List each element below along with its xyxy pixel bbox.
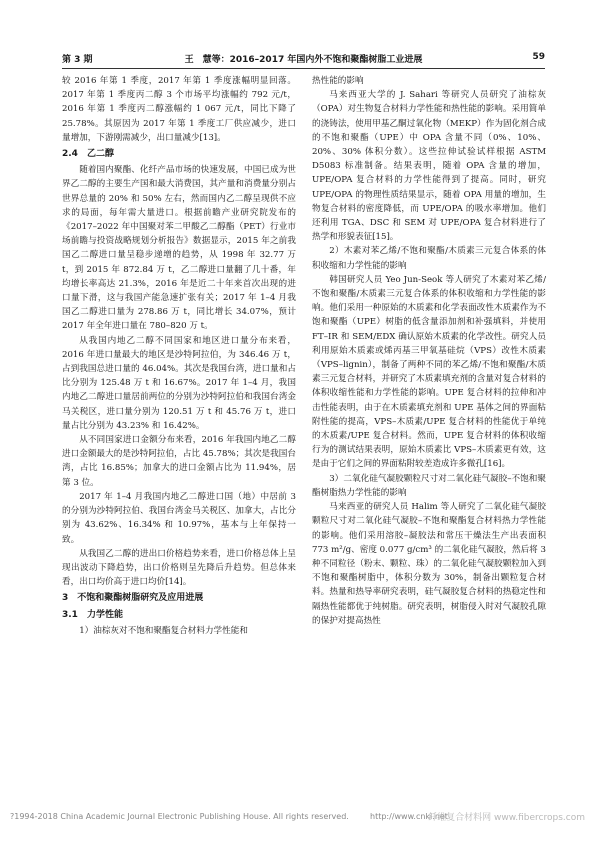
section-heading: 3.1 力学性能 <box>62 609 123 620</box>
article-running-title: 王 慧等：2016–2017 年国内外不饱和聚酯树脂工业进展 <box>184 55 423 65</box>
paragraph: 从不同国家进口金额分布来看，2016 年我国内地乙二醇进口金额最大的是沙特阿拉伯，占比 45.78%；其次是我国台湾，占比 16.85%；加拿大的进口金额占比为 11.94%，居第 3 位。 <box>62 435 296 488</box>
paragraph: 从我国乙二醇的进出口价格趋势来看，进口价格总体上呈现出波动下降趋势，出口价格则呈先降后升趋势。但总体来看，出口均价高于进口均价[14]。 <box>62 548 296 588</box>
paragraph: 1）油棕灰对不饱和聚酯复合材料力学性能和 <box>79 625 248 636</box>
paragraph: 3）二氧化硅气凝胶颗粒尺寸对二氧化硅气凝胶–不饱和聚酯树脂热力学性能的影响 <box>312 473 546 498</box>
left-column <box>62 74 296 638</box>
section-heading: 2.4 乙二醇 <box>62 149 114 160</box>
running-header <box>62 52 545 66</box>
publisher-url[interactable]: http://www.cnki.net <box>370 812 448 821</box>
paragraph: 随着国内聚酯、化纤产品市场的快速发展，中国已成为世界乙二醇的主要生产国和最大消费国，其产量和消费量分别占世界总量的 20% 和 50% 左右，然而国内乙二醇呈现供不应求的局面，每年需大量进口。根据前瞻产业研究院发布的《2017–2022 年中国聚对苯二甲酸乙二醇酯（PET）行业市场前瞻与投资战略规划分析报告》数据显示，2015 年之前我国乙二醇进口量呈稳步递增的趋势，从 1998 年 32.77 万 t，到 2015 年 872.84 万 t，乙二醇进口量翻了几十番，年均增长率高达 21.3%，2016 年是近二十年来首次出现的进口量下滑，这与我国产能急速扩张有关；2017 年 1–4 月我国乙二醇进口量为 278.86 万 t，同比增长 34.07%，预计 2017 年全年进口量在 780–820 万 t。 <box>62 165 296 332</box>
paragraph: 2）木素对苯乙烯/不饱和聚酯/木质素三元复合体系的体积收缩和力学性能的影响 <box>312 246 546 271</box>
paragraph: 马来西亚大学的 J. Sahari 等研究人员研究了油棕灰（OPA）对生物复合材料力学性能和热性能的影响。采用简单的浇铸法，使用甲基乙酮过氧化物（MEKP）作为固化剂合成的不饱和聚酯（UPE）中 OPA 含量不同（0%、10%、20%、30% 体积分数）。这些拉伸试验试样根据 ASTM D5083 标准制备。结果表明，随着 OPA 含量的增加，UPE/OPA 复合材料的力学性能得到了提高。同时，研究 UPE/OPA 的物理性质结果显示，随着 OPA 用量的增加，生物复合材料的密度降低，而 UPE/OPA 的吸水率增加。他们还利用 TGA、DSC 和 SEM 对 UPE/OPA 复合材料进行了热学和形貌表征[15]。 <box>312 90 546 243</box>
copyright-notice: ?1994-2018 China Academic Journal Electronic Publishing House. All rights reserved. <box>10 812 349 821</box>
paragraph: 马来西亚的研究人员 Halim 等人研究了二氧化硅气凝胶颗粒尺寸对二氧化硅气凝胶–不饱和聚酯复合材料热力学性能的影响。他们采用溶胶–凝胶法和常压干燥法生产出表面积 773 m²/g、密度 0.077 g/cm³ 的二氧化硅气凝胶，然后将 3 种不同粒径（粉末、颗粒、珠）的二氧化硅气凝胶颗粒加入到不饱和聚酯树脂中，体积分数为 30%，制备出颗粒复合材料。热量和热导率研究表明，硅气凝胶复合材料的热稳定性和隔热性能都优于纯树脂。研究表明，树脂侵入时对气凝胶孔隙的保护对提高热性 <box>312 502 546 626</box>
watermark-logo: 纤维复合材料网 www.fibercrops.com <box>428 813 585 823</box>
issue-label: 第 3 期 <box>62 55 93 65</box>
header-rule <box>62 68 545 69</box>
paragraph: 较 2016 年第 1 季度，2017 年第 1 季度涨幅明显回落。2017 年第 1 季度丙二醇 3 个市场平均涨幅约 792 元/t，2016 年第 1 季度丙二醇涨幅约 1 067 元/t，同比下降了 25.78%。其原因为 2017 年第 1 季度工厂供应减少，进口量增加，下游刚需减少，出口量减少[13]。 <box>62 76 296 143</box>
right-column <box>312 74 546 628</box>
paragraph: 从我国内地乙二醇不同国家和地区进口量分布来看，2016 年进口量最大的地区是沙特阿拉伯，为 346.46 万 t，占到我国总进口量的 46.04%。其次是我国台湾，进口量和占比分别为 125.48 万 t 和 16.67%。2017 年 1–4 月，我国内地乙二醇进口量居前两位的分别为沙特阿拉伯和我国台湾金马关税区，进口量分别为 120.51 万 t 和 45.76 万 t，进口量占比分别为 43.23% 和 16.42%。 <box>62 335 296 431</box>
page-footer <box>10 812 585 826</box>
section-heading: 3 不饱和聚酯树脂研究及应用进展 <box>62 593 204 604</box>
page-number: 59 <box>532 52 545 62</box>
paragraph: 热性能的影响 <box>312 76 364 86</box>
paragraph: 韩国研究人员 Yeo Jun-Seok 等人研究了木素对苯乙烯/不饱和聚酯/木质素三元复合体系的体积收缩和力学性能的影响。他们采用一种原始的木质素和化学表面改性木质素作为不饱和聚酯（UPE）树脂的低含量添加剂和补强填料，并使用 FT–IR 和 SEM/EDX 确认原始木质素的化学改性。研究人员利用原始木质素或烯丙基三甲氧基硅烷（VPS）改性木质素（VPS–lignin），制备了两种不同的苯乙烯/不饱和聚酯/木质素三元复合材料，并研究了木质素填充剂的含量对复合材料的体积收缩性能和力学性能的影响。UPE 复合材料的拉伸和冲击性能表明，由于在木质素填充剂和 UPE 基体之间的界面粘附性能的提高，VPS–木质素/UPE 复合材料的性能优于单纯的木质素/UPE 复合材料。然而，UPE 复合材料的体积收缩行为的测试结果表明，原始木质素比 VPS–木质素更有效，这是由于它们之间的界面粘附较差造成许多微孔[16]。 <box>312 274 546 470</box>
paragraph: 2017 年 1–4 月我国内地乙二醇进口国（地）中居前 3 的分别为沙特阿拉伯、我国台湾金马关税区、加拿大，占比分别为 43.62%、16.34% 和 10.97%，基本与上年保持一致。 <box>62 491 296 545</box>
